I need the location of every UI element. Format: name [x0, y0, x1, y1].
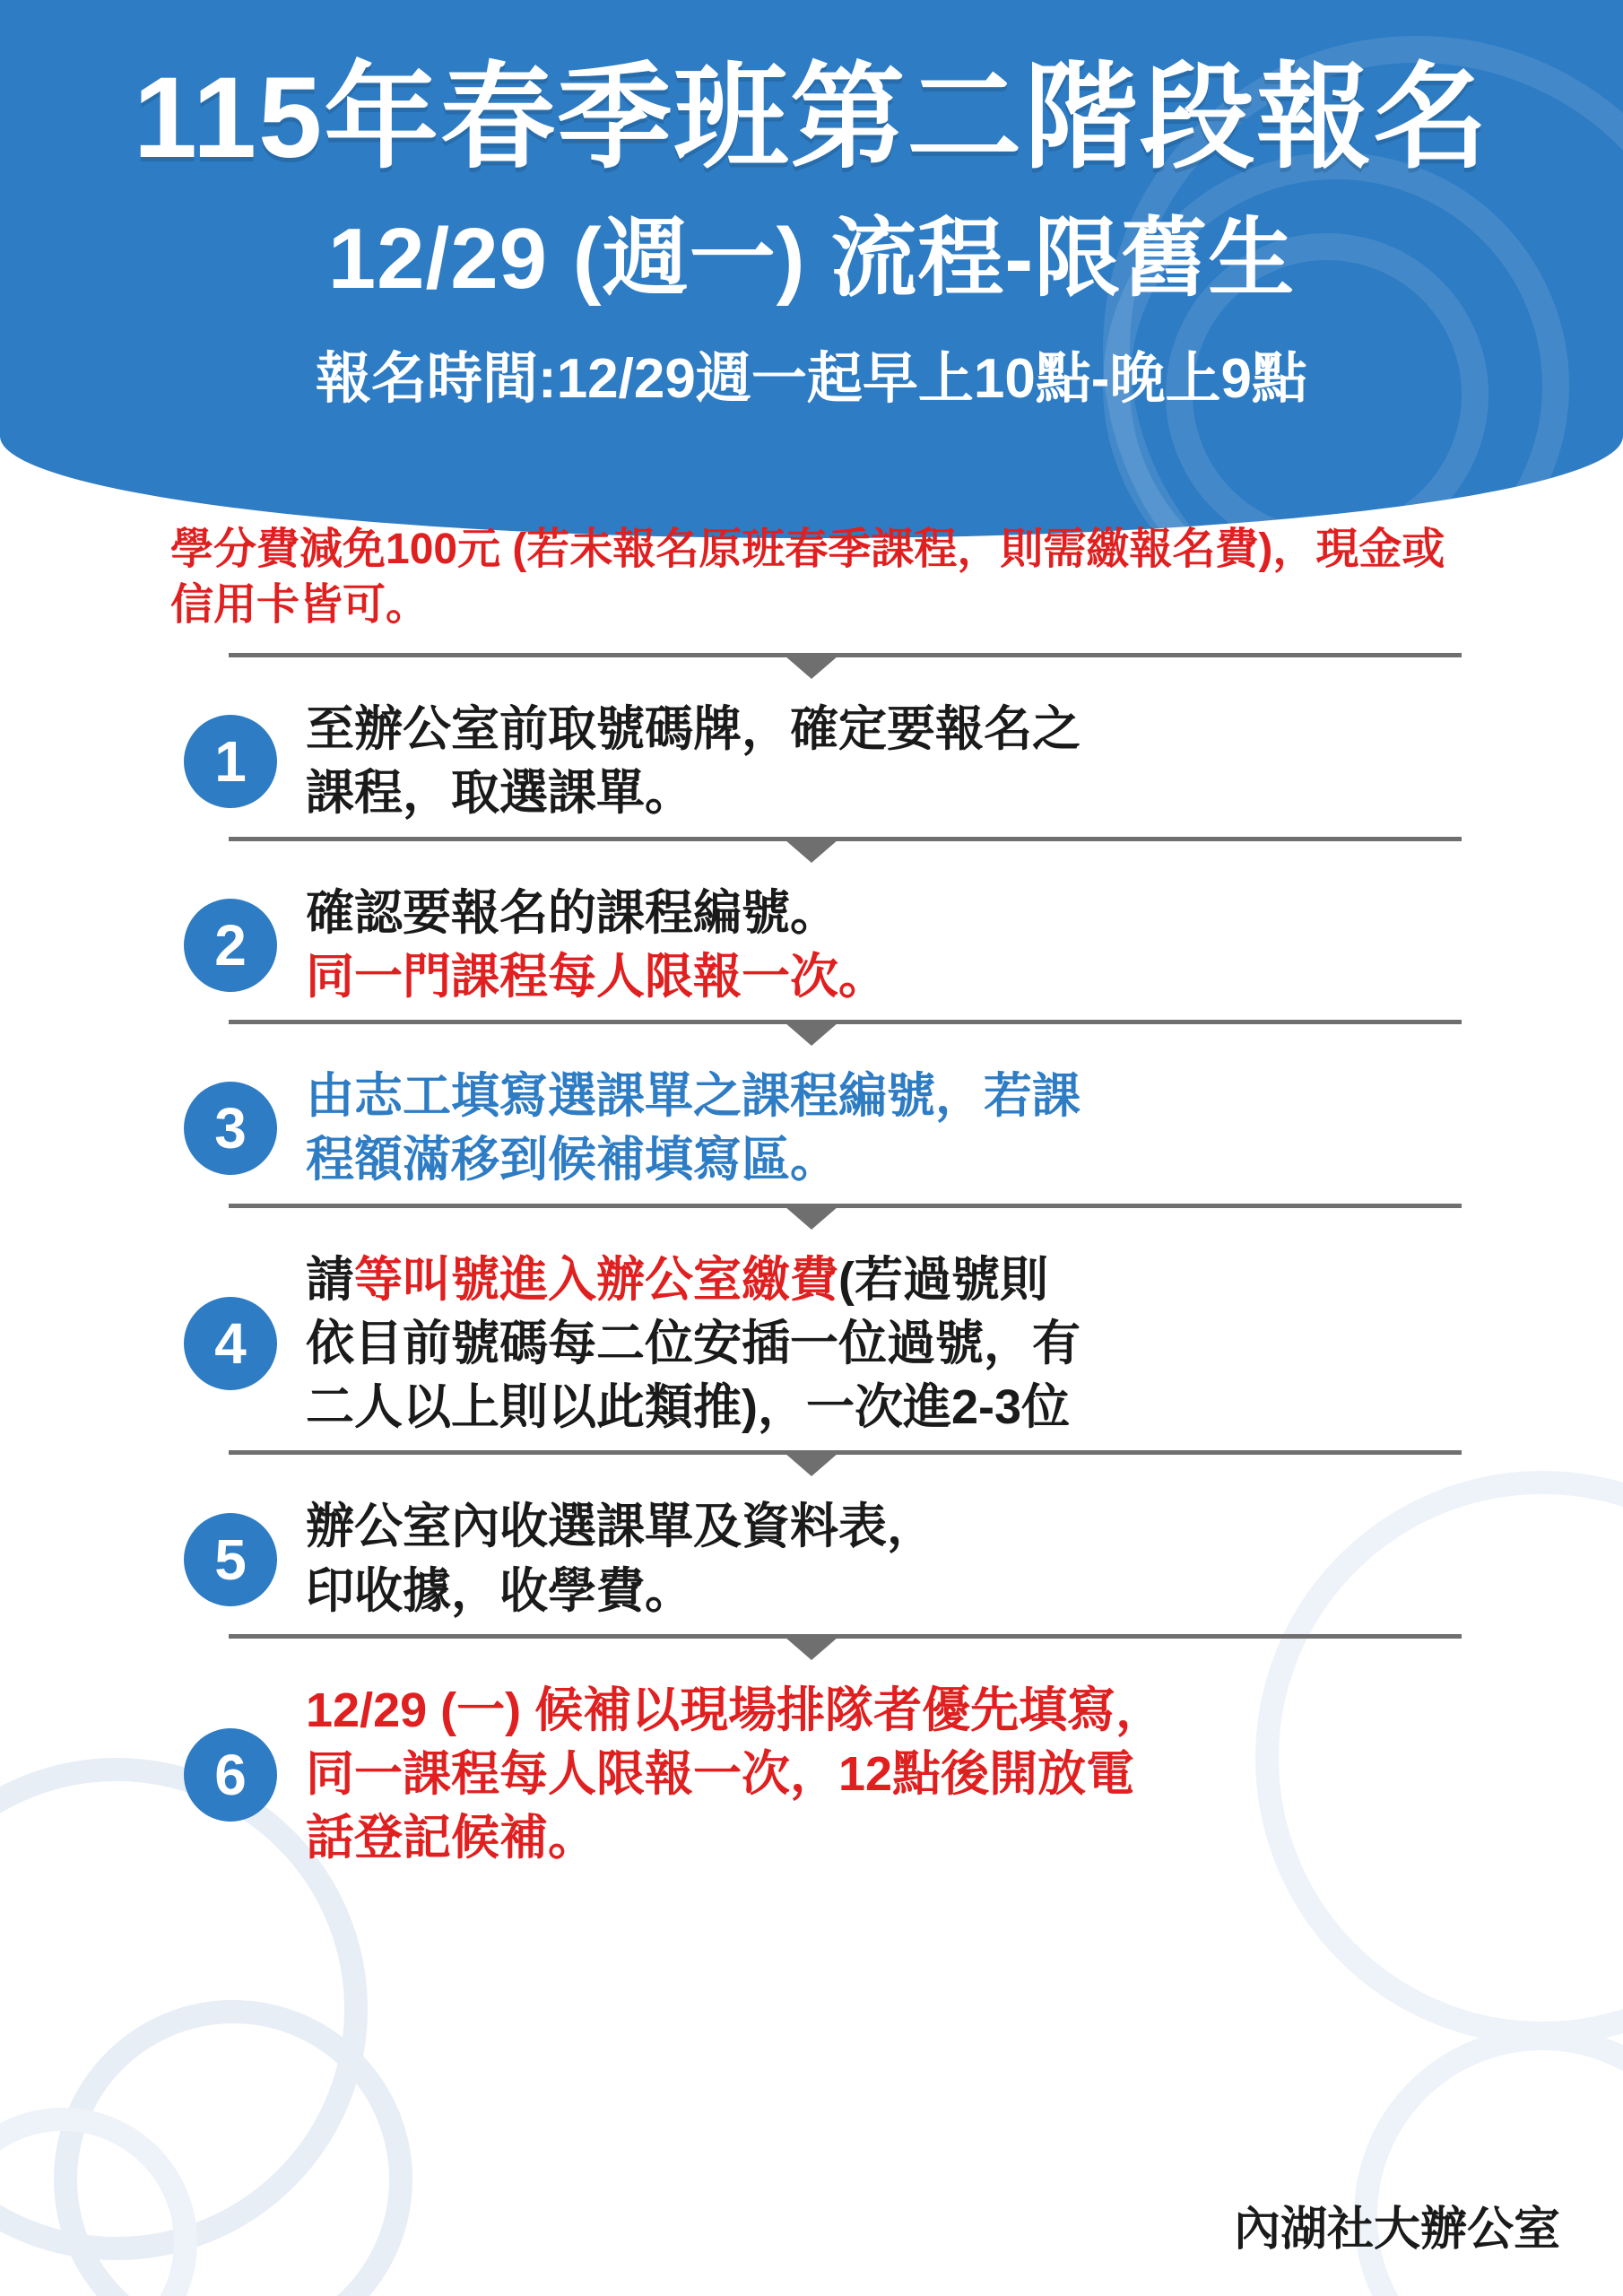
step-text-segment: 至辦公室前取號碼牌，確定要報名之 — [306, 702, 1081, 756]
divider-line — [229, 1634, 1462, 1639]
step-text-line — [306, 1495, 935, 1559]
fee-notice: 學分費減免100元 (若未報名原班春季課程，則需繳報名費)，現金或信用卡皆可。 — [170, 526, 1445, 630]
divider-line — [229, 837, 1462, 841]
step-text-segment: 同一課程每人限報一次，12點後開放電 — [306, 1747, 1135, 1802]
step-number-badge: 3 — [184, 1082, 277, 1175]
step-text-line — [306, 1743, 1164, 1806]
step-text-segment: 由志工填寫選課單之課程編號，若課 — [306, 1069, 1081, 1124]
step-text-segment: 同一門課程每人限報一次。 — [306, 949, 887, 1004]
step-text-line — [306, 1679, 1164, 1743]
step-text-segment: 課程，取選課單。 — [306, 766, 693, 821]
step-divider — [161, 835, 1462, 876]
office-signature: 內湖社大辦公室 — [1233, 2204, 1560, 2256]
step-text-segment: 印收據，收學費。 — [306, 1563, 693, 1618]
step-text — [306, 882, 887, 1010]
step-text — [306, 1679, 1164, 1871]
step-text-line — [306, 761, 1081, 825]
chevron-down-icon — [785, 1637, 838, 1660]
chevron-down-icon — [785, 656, 838, 679]
step-text-line — [306, 1065, 1081, 1128]
chevron-down-icon — [785, 1022, 838, 1046]
steps-list — [0, 651, 1623, 1880]
step-divider — [161, 1448, 1462, 1490]
step-number-badge: 4 — [184, 1297, 277, 1390]
step-text-line — [306, 1248, 1081, 1312]
page-subtitle: 12/29 (週一) 流程-限舊生 — [327, 211, 1296, 307]
step-number-badge: 6 — [184, 1728, 277, 1822]
step-text-segment: 等叫號進入辦公室繳費 — [354, 1252, 838, 1307]
step-text-segment: 12/29 (一) 候補以現場排隊者優先填寫， — [306, 1683, 1165, 1737]
step-text-segment: 辦公室內收選課單及資料表， — [306, 1500, 935, 1554]
step-text-line — [306, 945, 887, 1009]
divider-line — [229, 653, 1462, 657]
step-text-segment: 話登記候補。 — [306, 1811, 596, 1866]
step-item — [121, 1243, 1502, 1449]
step-number-badge: 5 — [184, 1513, 277, 1606]
step-text-line — [306, 1376, 1081, 1439]
step-text-segment: 二人以上則以此類推)，一次進2-3位 — [306, 1380, 1071, 1435]
chevron-down-icon — [785, 839, 838, 863]
step-text — [306, 1248, 1081, 1440]
step-text-line — [306, 882, 887, 945]
decorative-ring — [0, 2108, 197, 2296]
step-divider — [161, 651, 1462, 692]
step-text-line — [306, 1806, 1164, 1870]
registration-time: 報名時間:12/29週一起早上10點-晚上9點 — [316, 348, 1307, 410]
step-text-line — [306, 698, 1081, 761]
page-title: 115年春季班第二階段報名 — [133, 54, 1490, 182]
step-item — [121, 1674, 1502, 1880]
step-item — [121, 692, 1502, 835]
step-item — [121, 876, 1502, 1019]
step-text-segment: 請 — [306, 1252, 354, 1307]
step-number-badge: 1 — [184, 715, 277, 808]
step-text-segment: (若過號則 — [838, 1252, 1048, 1307]
divider-line — [229, 1020, 1462, 1024]
step-text — [306, 1495, 935, 1623]
step-item — [121, 1059, 1502, 1202]
divider-line — [229, 1204, 1462, 1208]
chevron-down-icon — [785, 1453, 838, 1476]
step-divider — [161, 1632, 1462, 1674]
step-text-segment: 程額滿移到候補填寫區。 — [306, 1133, 838, 1187]
decorative-ring — [54, 2000, 412, 2296]
step-text — [306, 698, 1081, 826]
step-item — [121, 1490, 1502, 1632]
step-text-line — [306, 1560, 935, 1623]
step-text-segment: 依目前號碼每二位安插一位過號，有 — [306, 1316, 1081, 1370]
chevron-down-icon — [785, 1206, 838, 1230]
step-text-line — [306, 1128, 1081, 1192]
step-text-line — [306, 1312, 1081, 1376]
step-number-badge: 2 — [184, 899, 277, 992]
step-text-segment: 確認要報名的課程編號。 — [306, 885, 838, 940]
step-divider — [161, 1018, 1462, 1059]
step-text — [306, 1065, 1081, 1193]
step-divider — [161, 1202, 1462, 1243]
divider-line — [229, 1450, 1462, 1455]
